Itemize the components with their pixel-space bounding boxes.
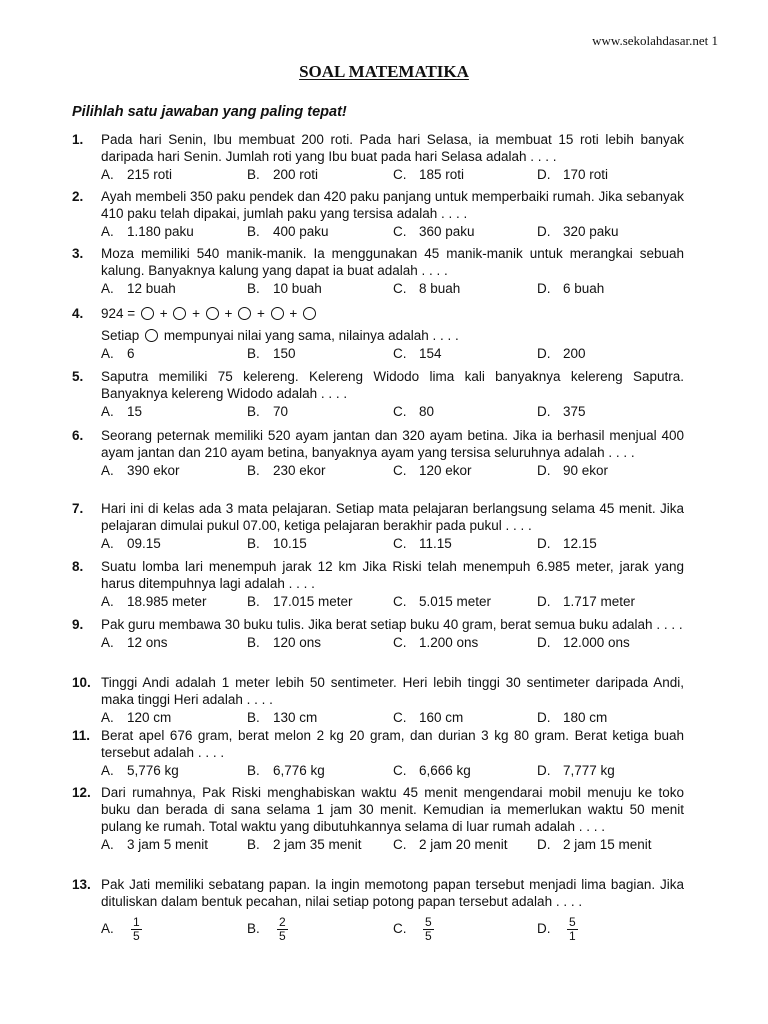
question-3 [72, 245, 684, 297]
circle-icon [238, 307, 251, 320]
option-c: C. 185 roti [393, 167, 465, 182]
option-b: B. 10.15 [247, 536, 307, 551]
question-text [101, 327, 684, 344]
option-b: B. 400 paku [247, 224, 329, 239]
options [101, 836, 684, 853]
option-c: C. 154 [393, 346, 442, 361]
option-a: A. 1.180 paku [101, 224, 194, 239]
options [101, 762, 684, 779]
question-9 [72, 616, 684, 651]
option-b: B. 2 jam 35 menit [247, 837, 362, 852]
option-a: A. 18.985 meter [101, 594, 207, 609]
options [101, 345, 684, 362]
option-b: B. 200 roti [247, 167, 319, 182]
option-a: A. 215 roti [101, 167, 173, 182]
plus-sign: + [159, 306, 168, 321]
option-d: D. 200 [537, 346, 586, 361]
option-d: D. 6 buah [537, 281, 605, 296]
question-10 [72, 674, 684, 726]
option-a: A. 12 ons [101, 635, 168, 650]
option-c: C. 360 paku [393, 224, 475, 239]
page-title [0, 62, 768, 82]
question-number: 12. [72, 785, 91, 800]
option-c: C. 8 buah [393, 281, 461, 296]
question-5 [72, 368, 684, 420]
question-number: 6. [72, 428, 84, 443]
question-text: Pak guru membawa 30 buku tulis. Jika berat setiap buku 40 gram, berat semua buku adalah . . . . [101, 617, 683, 632]
question-text: Suatu lomba lari menempuh jarak 12 km Jika Riski telah menempuh 6.985 meter, jarak yang harus ditempuhnya lagi adalah . . . . [101, 559, 684, 591]
plus-sign: + [224, 306, 233, 321]
question-text: Tinggi Andi adalah 1 meter lebih 50 sentimeter. Heri lebih tinggi 30 sentimeter daripada Andi, maka tinggi Heri adalah . . . . [101, 675, 684, 707]
circle-icon [145, 329, 158, 342]
question-6 [72, 427, 684, 479]
plus-sign: + [192, 306, 201, 321]
question-number: 8. [72, 559, 84, 574]
question-1 [72, 131, 684, 183]
option-b: B. 10 buah [247, 281, 322, 296]
options [101, 593, 684, 610]
option-a: A. 6 [101, 346, 135, 361]
options [101, 535, 684, 552]
circle-icon [271, 307, 284, 320]
fraction: $\frac{2}{5}$ [279, 915, 286, 943]
options [101, 280, 684, 297]
fraction: $\frac{5}{1}$ [569, 915, 576, 943]
option-b: B. 17.015 meter [247, 594, 353, 609]
option-b: B. 6,776 kg [247, 763, 325, 778]
question-8 [72, 558, 684, 610]
option-d: D. 320 paku [537, 224, 619, 239]
option-d: D. 12.15 [537, 536, 597, 551]
header-url: www.sekolahdasar.net 1 [592, 33, 718, 48]
question-7 [72, 500, 684, 552]
options [101, 403, 684, 420]
question-11 [72, 727, 684, 779]
option-b: B. $\frac{2}{5}$ [247, 915, 286, 943]
option-a: A. 5,776 kg [101, 763, 179, 778]
circle-icon [206, 307, 219, 320]
option-b: B. 130 cm [247, 710, 318, 725]
option-a: A. 390 ekor [101, 463, 180, 478]
question-number: 7. [72, 501, 84, 516]
question-text: Berat apel 676 gram, berat melon 2 kg 20 gram, dan durian 3 kg 80 gram. Berat ketiga buah tersebut adalah . . . . [101, 728, 684, 760]
plus-sign: + [289, 306, 298, 321]
question-number: 9. [72, 617, 84, 632]
instruction: Pilihlah satu jawaban yang paling tepat! [72, 104, 347, 120]
option-d: D. 375 [537, 404, 586, 419]
question-number: 13. [72, 877, 91, 892]
question-text: Ayah membeli 350 paku pendek dan 420 paku panjang untuk memperbaiki rumah. Jika sebanyak 410 paku telah dipakai, jumlah paku yang tersisa adalah . . . . [101, 189, 684, 221]
equation [101, 305, 684, 322]
option-d: D. $\frac{5}{1}$ [537, 915, 576, 943]
options [101, 634, 684, 651]
fraction: $\frac{5}{5}$ [425, 915, 432, 943]
question-text: Moza memiliki 540 manik-manik. Ia menggunakan 45 manik-manik untuk merangkai sebuah kalung. Banyaknya kalung yang dapat ia buat adalah . . . . [101, 246, 684, 278]
options [101, 462, 684, 479]
options [101, 223, 684, 240]
option-c: C. 160 cm [393, 710, 464, 725]
question-number: 3. [72, 246, 84, 261]
question-text: Seorang peternak memiliki 520 ayam jantan dan 320 ayam betina. Jika ia berhasil menjual 400 ayam jantan dan 210 ayam betina, banyaknya ayam yang tersisa seluruhnya adalah . . . . [101, 428, 684, 460]
option-d: D. 90 ekor [537, 463, 609, 478]
text-before: Setiap [101, 328, 140, 343]
question-text: Dari rumahnya, Pak Riski menghabiskan waktu 45 menit mengendarai mobil menuju ke toko buku dan berada di sana selama 1 jam 30 menit. Kemudian ia memerlukan waktu 50 menit pulang ke rumah. Total waktu yang dibutuhkannya selama di luar rumah adalah . . . . [101, 785, 684, 834]
fraction: $\frac{1}{5}$ [133, 915, 140, 943]
options [101, 166, 684, 183]
question-2 [72, 188, 684, 240]
text-after: mempunyai nilai yang sama, nilainya adalah . . . . [163, 328, 459, 343]
option-d: D. 7,777 kg [537, 763, 615, 778]
option-a: A. $\frac{1}{5}$ [101, 915, 140, 943]
question-number: 11. [72, 728, 91, 743]
options [101, 709, 684, 726]
question-text: Saputra memiliki 75 kelereng. Kelereng Widodo lima kali banyaknya kelereng Saputra. Banyaknya kelereng Widodo adalah . . . . [101, 369, 684, 401]
option-c: C. 120 ekor [393, 463, 472, 478]
option-c: C. 1.200 ons [393, 635, 479, 650]
option-c: C. 80 [393, 404, 435, 419]
question-text: Pak Jati memiliki sebatang papan. Ia ingin memotong papan tersebut menjadi lima bagian. Jika dituliskan dalam bentuk pecahan, nilai setiap potong papan tersebut adalah . . . . [101, 877, 684, 909]
question-text: Hari ini di kelas ada 3 mata pelajaran. Setiap mata pelajaran berlangsung selama 45 menit. Jika pelajaran dimulai pukul 07.00, ketiga pelajaran berakhir pada pukul . . . . [101, 501, 684, 533]
option-c: C. 6,666 kg [393, 763, 471, 778]
option-c: C. 5.015 meter [393, 594, 492, 609]
options [101, 915, 684, 943]
plus-sign: + [256, 306, 265, 321]
circle-icon [141, 307, 154, 320]
option-d: D. 180 cm [537, 710, 608, 725]
option-c: C. $\frac{5}{5}$ [393, 915, 432, 943]
question-number: 10. [72, 675, 91, 690]
option-c: C. 11.15 [393, 536, 452, 551]
option-b: B. 70 [247, 404, 289, 419]
option-a: A. 09.15 [101, 536, 161, 551]
option-d: D. 2 jam 15 menit [537, 837, 652, 852]
question-number: 1. [72, 132, 84, 147]
option-a: A. 12 buah [101, 281, 176, 296]
option-a: A. 15 [101, 404, 143, 419]
option-d: D. 1.717 meter [537, 594, 636, 609]
question-number: 2. [72, 189, 84, 204]
option-c: C. 2 jam 20 menit [393, 837, 508, 852]
option-b: B. 230 ekor [247, 463, 326, 478]
question-4 [72, 305, 684, 362]
option-d: D. 170 roti [537, 167, 609, 182]
page-title-text: SOAL MATEMATIKA [299, 62, 469, 81]
option-b: B. 120 ons [247, 635, 322, 650]
question-number: 4. [72, 306, 84, 321]
option-a: A. 3 jam 5 menit [101, 837, 209, 852]
question-12 [72, 784, 684, 853]
option-a: A. 120 cm [101, 710, 172, 725]
option-d: D. 12.000 ons [537, 635, 630, 650]
question-number: 5. [72, 369, 84, 384]
option-b: B. 150 [247, 346, 296, 361]
question-13 [72, 876, 684, 943]
question-text: Pada hari Senin, Ibu membuat 200 roti. Pada hari Selasa, ia membuat 15 roti lebih banyak daripada hari Senin. Jumlah roti yang Ibu buat pada hari Selasa adalah . . . . [101, 132, 684, 164]
equation-lhs: 924 = [101, 306, 136, 321]
circle-icon [303, 307, 316, 320]
circle-icon [173, 307, 186, 320]
